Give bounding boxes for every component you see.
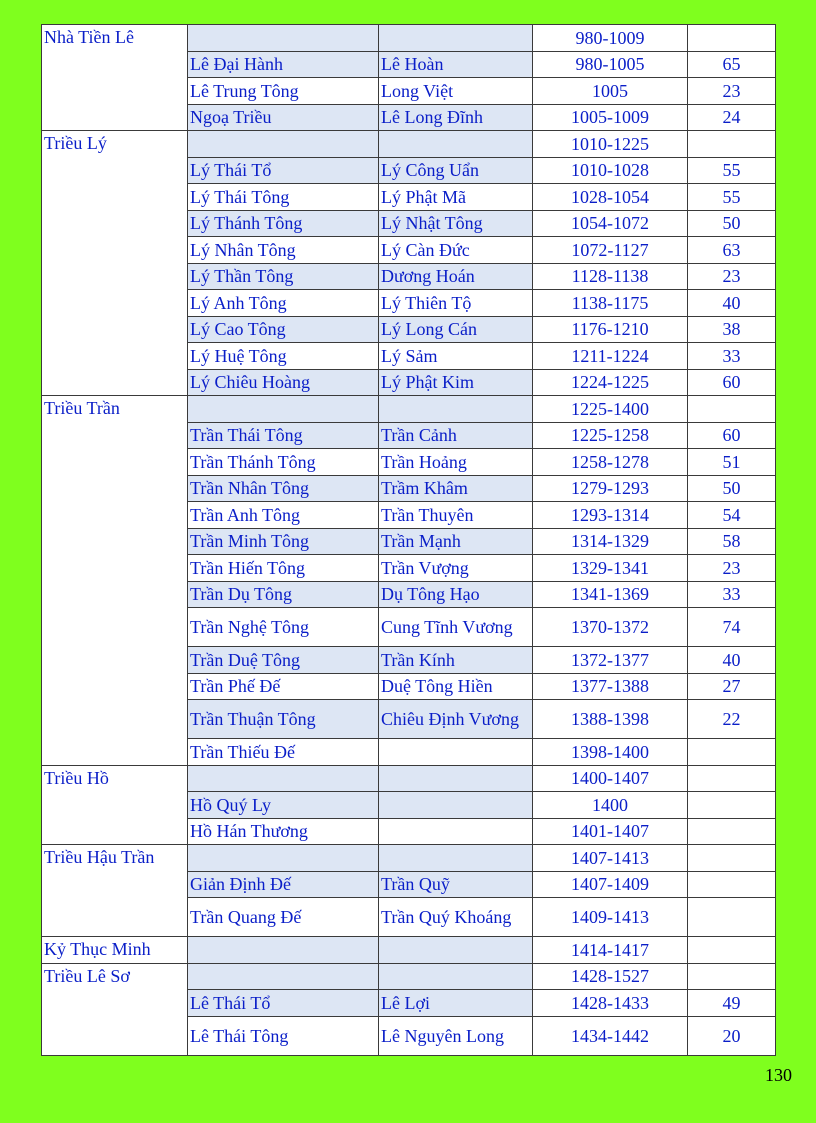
empty-cell bbox=[188, 131, 379, 158]
ruler-reign: 1329-1341 bbox=[533, 555, 688, 582]
ruler-name: Lê Trung Tông bbox=[188, 78, 379, 105]
ruler-name: Hồ Quý Ly bbox=[188, 792, 379, 819]
ruler-age: 22 bbox=[688, 700, 776, 739]
ruler-name: Trần Anh Tông bbox=[188, 502, 379, 529]
ruler-birth-name: Trần Vượng bbox=[379, 555, 533, 582]
ruler-birth-name: Lý Long Cán bbox=[379, 316, 533, 343]
ruler-age: 60 bbox=[688, 422, 776, 449]
dynasty-table-sheet bbox=[41, 24, 775, 1056]
ruler-age: 49 bbox=[688, 990, 776, 1017]
ruler-birth-name bbox=[379, 818, 533, 845]
ruler-reign: 1225-1258 bbox=[533, 422, 688, 449]
ruler-birth-name: Lý Sảm bbox=[379, 343, 533, 370]
ruler-birth-name: Lý Nhật Tông bbox=[379, 210, 533, 237]
ruler-name: Lý Cao Tông bbox=[188, 316, 379, 343]
ruler-name: Trần Thái Tông bbox=[188, 422, 379, 449]
dynasty-reign: 1428-1527 bbox=[533, 963, 688, 990]
empty-cell bbox=[688, 25, 776, 52]
dynasty-row bbox=[42, 25, 776, 52]
ruler-birth-name: Lý Phật Mã bbox=[379, 184, 533, 211]
ruler-birth-name: Cung Tĩnh Vương bbox=[379, 608, 533, 647]
ruler-reign: 1010-1028 bbox=[533, 157, 688, 184]
dynasty-row bbox=[42, 396, 776, 423]
dynasty-name: Nhà Tiền Lê bbox=[42, 25, 188, 131]
ruler-name: Trần Hiến Tông bbox=[188, 555, 379, 582]
dynasty-row bbox=[42, 937, 776, 964]
dynasty-table-body bbox=[42, 25, 776, 1056]
ruler-age: 63 bbox=[688, 237, 776, 264]
empty-cell bbox=[379, 765, 533, 792]
empty-cell bbox=[188, 963, 379, 990]
ruler-birth-name bbox=[379, 792, 533, 819]
dynasty-row bbox=[42, 963, 776, 990]
ruler-age: 33 bbox=[688, 581, 776, 608]
ruler-name: Trần Phế Đế bbox=[188, 673, 379, 700]
empty-cell bbox=[688, 963, 776, 990]
ruler-age: 65 bbox=[688, 51, 776, 78]
dynasty-name: Triều Lý bbox=[42, 131, 188, 396]
ruler-age bbox=[688, 792, 776, 819]
ruler-age: 50 bbox=[688, 210, 776, 237]
ruler-age: 24 bbox=[688, 104, 776, 131]
ruler-age: 74 bbox=[688, 608, 776, 647]
empty-cell bbox=[188, 937, 379, 964]
ruler-birth-name: Dương Hoán bbox=[379, 263, 533, 290]
empty-cell bbox=[188, 396, 379, 423]
ruler-birth-name: Lý Càn Đức bbox=[379, 237, 533, 264]
dynasty-row bbox=[42, 765, 776, 792]
ruler-reign: 1434-1442 bbox=[533, 1016, 688, 1055]
ruler-reign: 1028-1054 bbox=[533, 184, 688, 211]
ruler-reign: 980-1005 bbox=[533, 51, 688, 78]
ruler-reign: 1341-1369 bbox=[533, 581, 688, 608]
ruler-age bbox=[688, 871, 776, 898]
ruler-reign: 1372-1377 bbox=[533, 647, 688, 674]
dynasty-name: Triều Trần bbox=[42, 396, 188, 766]
ruler-reign: 1138-1175 bbox=[533, 290, 688, 317]
empty-cell bbox=[379, 845, 533, 872]
ruler-reign: 1293-1314 bbox=[533, 502, 688, 529]
empty-cell bbox=[379, 937, 533, 964]
ruler-name: Lý Chiêu Hoàng bbox=[188, 369, 379, 396]
ruler-name: Lý Thái Tổ bbox=[188, 157, 379, 184]
ruler-age: 55 bbox=[688, 184, 776, 211]
ruler-name: Lê Thái Tông bbox=[188, 1016, 379, 1055]
ruler-reign: 1072-1127 bbox=[533, 237, 688, 264]
ruler-birth-name: Trần Kính bbox=[379, 647, 533, 674]
ruler-age bbox=[688, 898, 776, 937]
ruler-reign: 1054-1072 bbox=[533, 210, 688, 237]
ruler-age: 40 bbox=[688, 647, 776, 674]
dynasty-reign: 1225-1400 bbox=[533, 396, 688, 423]
ruler-birth-name: Lê Nguyên Long bbox=[379, 1016, 533, 1055]
ruler-name: Lê Thái Tổ bbox=[188, 990, 379, 1017]
ruler-age: 33 bbox=[688, 343, 776, 370]
ruler-name: Trần Minh Tông bbox=[188, 528, 379, 555]
ruler-name: Lý Thánh Tông bbox=[188, 210, 379, 237]
ruler-name: Lý Thần Tông bbox=[188, 263, 379, 290]
ruler-age bbox=[688, 818, 776, 845]
ruler-name: Trần Quang Đế bbox=[188, 898, 379, 937]
ruler-birth-name: Trần Quý Khoáng bbox=[379, 898, 533, 937]
ruler-birth-name: Lý Thiên Tộ bbox=[379, 290, 533, 317]
ruler-reign: 1314-1329 bbox=[533, 528, 688, 555]
ruler-name: Lý Nhân Tông bbox=[188, 237, 379, 264]
ruler-name: Lý Huệ Tông bbox=[188, 343, 379, 370]
empty-cell bbox=[379, 396, 533, 423]
ruler-birth-name: Trần Cảnh bbox=[379, 422, 533, 449]
ruler-name: Giản Định Đế bbox=[188, 871, 379, 898]
ruler-age: 23 bbox=[688, 263, 776, 290]
dynasty-table bbox=[41, 24, 776, 1056]
dynasty-name: Triều Hồ bbox=[42, 765, 188, 845]
ruler-name: Trần Duệ Tông bbox=[188, 647, 379, 674]
ruler-reign: 1005-1009 bbox=[533, 104, 688, 131]
dynasty-reign: 1407-1413 bbox=[533, 845, 688, 872]
ruler-reign: 1400 bbox=[533, 792, 688, 819]
ruler-reign: 1176-1210 bbox=[533, 316, 688, 343]
ruler-age: 20 bbox=[688, 1016, 776, 1055]
ruler-birth-name: Trần Thuyên bbox=[379, 502, 533, 529]
ruler-age bbox=[688, 739, 776, 766]
ruler-reign: 1005 bbox=[533, 78, 688, 105]
empty-cell bbox=[688, 131, 776, 158]
ruler-birth-name: Dụ Tông Hạo bbox=[379, 581, 533, 608]
empty-cell bbox=[188, 845, 379, 872]
ruler-age: 38 bbox=[688, 316, 776, 343]
ruler-age: 27 bbox=[688, 673, 776, 700]
empty-cell bbox=[688, 845, 776, 872]
ruler-birth-name: Lý Công Uẩn bbox=[379, 157, 533, 184]
page-number: 130 bbox=[765, 1065, 792, 1085]
dynasty-name: Triều Hậu Trần bbox=[42, 845, 188, 937]
ruler-reign: 1409-1413 bbox=[533, 898, 688, 937]
dynasty-reign: 980-1009 bbox=[533, 25, 688, 52]
ruler-birth-name: Trần Mạnh bbox=[379, 528, 533, 555]
ruler-name: Trần Nghệ Tông bbox=[188, 608, 379, 647]
ruler-age: 23 bbox=[688, 78, 776, 105]
ruler-birth-name: Duệ Tông Hiền bbox=[379, 673, 533, 700]
dynasty-row bbox=[42, 845, 776, 872]
ruler-reign: 1258-1278 bbox=[533, 449, 688, 476]
empty-cell bbox=[379, 963, 533, 990]
ruler-age: 55 bbox=[688, 157, 776, 184]
ruler-name: Hồ Hán Thương bbox=[188, 818, 379, 845]
dynasty-reign: 1010-1225 bbox=[533, 131, 688, 158]
ruler-reign: 1279-1293 bbox=[533, 475, 688, 502]
ruler-name: Trần Thánh Tông bbox=[188, 449, 379, 476]
ruler-birth-name: Chiêu Định Vương bbox=[379, 700, 533, 739]
ruler-birth-name: Lê Long Đĩnh bbox=[379, 104, 533, 131]
empty-cell bbox=[688, 396, 776, 423]
ruler-birth-name: Trần Quỹ bbox=[379, 871, 533, 898]
ruler-birth-name: Trần Hoảng bbox=[379, 449, 533, 476]
dynasty-row bbox=[42, 131, 776, 158]
ruler-name: Lê Đại Hành bbox=[188, 51, 379, 78]
empty-cell bbox=[188, 765, 379, 792]
ruler-name: Lý Anh Tông bbox=[188, 290, 379, 317]
empty-cell bbox=[688, 765, 776, 792]
empty-cell bbox=[379, 25, 533, 52]
ruler-reign: 1401-1407 bbox=[533, 818, 688, 845]
ruler-age: 58 bbox=[688, 528, 776, 555]
ruler-name: Trần Thiếu Đế bbox=[188, 739, 379, 766]
ruler-reign: 1428-1433 bbox=[533, 990, 688, 1017]
ruler-reign: 1128-1138 bbox=[533, 263, 688, 290]
empty-cell bbox=[688, 937, 776, 964]
ruler-reign: 1224-1225 bbox=[533, 369, 688, 396]
ruler-birth-name: Lê Lợi bbox=[379, 990, 533, 1017]
ruler-birth-name: Lý Phật Kim bbox=[379, 369, 533, 396]
dynasty-reign: 1414-1417 bbox=[533, 937, 688, 964]
ruler-birth-name: Long Việt bbox=[379, 78, 533, 105]
ruler-name: Trần Nhân Tông bbox=[188, 475, 379, 502]
dynasty-reign: 1400-1407 bbox=[533, 765, 688, 792]
dynasty-name: Triều Lê Sơ bbox=[42, 963, 188, 1055]
ruler-reign: 1398-1400 bbox=[533, 739, 688, 766]
ruler-name: Ngoạ Triều bbox=[188, 104, 379, 131]
ruler-birth-name: Trầm Khâm bbox=[379, 475, 533, 502]
empty-cell bbox=[188, 25, 379, 52]
ruler-age: 54 bbox=[688, 502, 776, 529]
ruler-name: Lý Thái Tông bbox=[188, 184, 379, 211]
dynasty-name: Kỷ Thục Minh bbox=[42, 937, 188, 964]
ruler-age: 40 bbox=[688, 290, 776, 317]
ruler-name: Trần Dụ Tông bbox=[188, 581, 379, 608]
ruler-reign: 1370-1372 bbox=[533, 608, 688, 647]
ruler-birth-name: Lê Hoàn bbox=[379, 51, 533, 78]
ruler-name: Trần Thuận Tông bbox=[188, 700, 379, 739]
ruler-reign: 1211-1224 bbox=[533, 343, 688, 370]
ruler-age: 51 bbox=[688, 449, 776, 476]
ruler-age: 50 bbox=[688, 475, 776, 502]
ruler-age: 23 bbox=[688, 555, 776, 582]
ruler-birth-name bbox=[379, 739, 533, 766]
ruler-reign: 1407-1409 bbox=[533, 871, 688, 898]
ruler-age: 60 bbox=[688, 369, 776, 396]
ruler-reign: 1388-1398 bbox=[533, 700, 688, 739]
empty-cell bbox=[379, 131, 533, 158]
ruler-reign: 1377-1388 bbox=[533, 673, 688, 700]
